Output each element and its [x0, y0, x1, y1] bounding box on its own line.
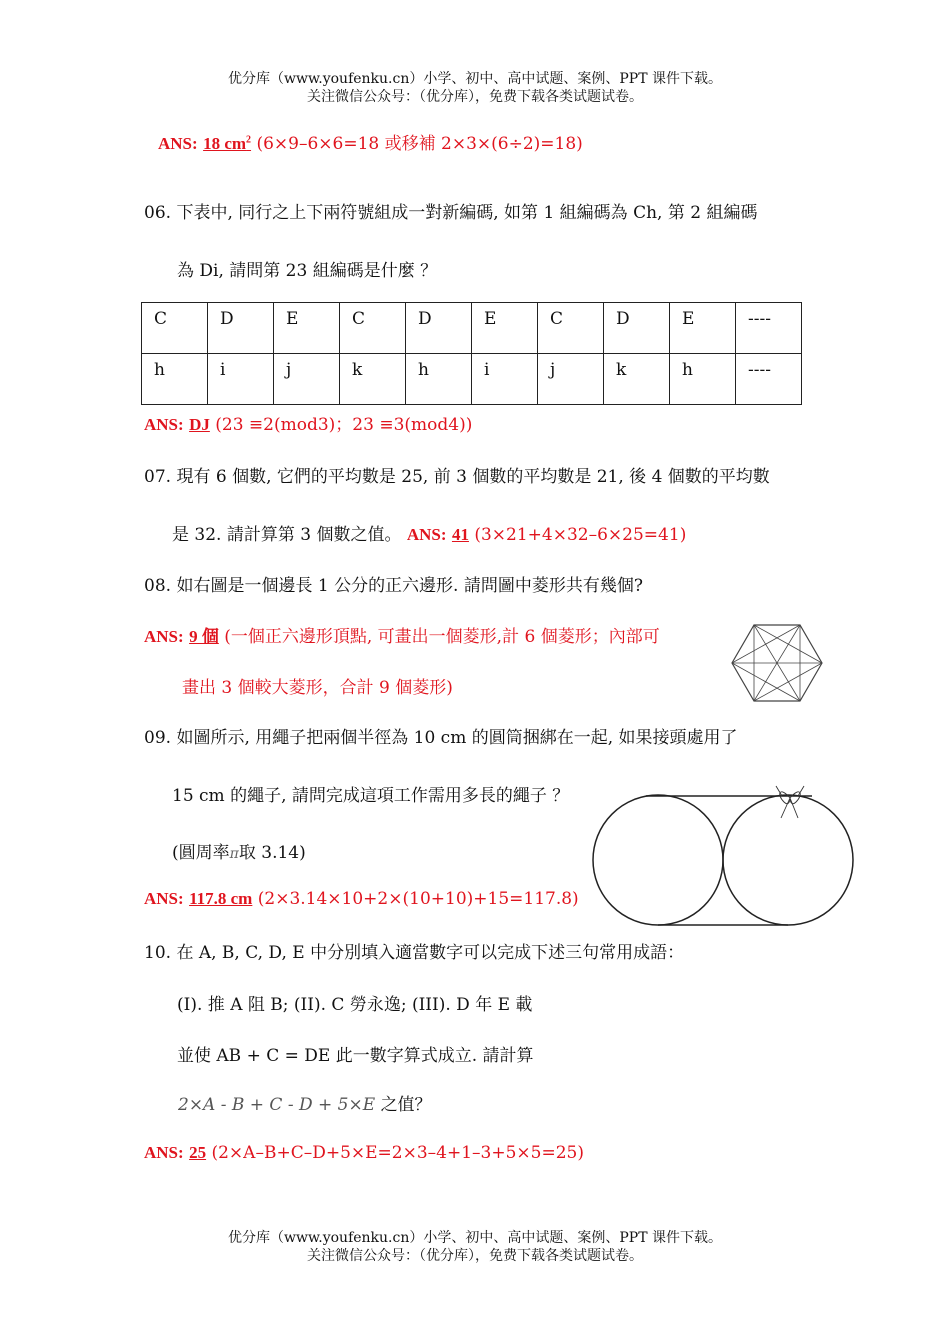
- table-cell: i: [208, 354, 274, 405]
- table-row: [142, 303, 802, 354]
- answer-label: ANS:: [144, 1143, 184, 1162]
- bow-icon: [776, 786, 804, 818]
- table-cell: E: [670, 303, 736, 354]
- table-cell: i: [472, 354, 538, 405]
- answer-value: 41: [451, 525, 469, 544]
- q08-answer-note-2: 畫出 3 個較大菱形，合計 9 個菱形): [182, 678, 453, 698]
- table-cell: D: [406, 303, 472, 354]
- q10-answer: [144, 1143, 584, 1163]
- table-cell: k: [604, 354, 670, 405]
- q10-line-3: 並使 AB + C = DE 此一數字算式成立. 請計算: [177, 1046, 534, 1066]
- answer-note: (一個正六邊形頂點, 可畫出一個菱形,計 6 個菱形；內部可: [224, 627, 660, 647]
- q10-line-1: 10. 在 A, B, C, D, E 中分別填入適當數字可以完成下述三句常用成語：: [144, 943, 685, 963]
- q07-answer: [407, 525, 686, 545]
- q09-line-1: 09. 如圖所示, 用繩子把兩個半徑為 10 cm 的圓筒捆綁在一起, 如果接頭處用了: [144, 728, 738, 748]
- q06-line-1: 06. 下表中, 同行之上下兩符號組成一對新編碼, 如第 1 組編碼為 Ch, 第 2 組編碼: [144, 203, 758, 223]
- code-table: [141, 302, 802, 405]
- q08-line-1: 08. 如右圖是一個邊長 1 公分的正六邊形. 請問圖中菱形共有幾個?: [144, 576, 643, 596]
- table-cell: D: [604, 303, 670, 354]
- pi-symbol: π: [229, 846, 239, 862]
- answer-label: ANS:: [144, 889, 184, 908]
- page-header: [0, 70, 950, 106]
- answer-value: 117.8 cm: [189, 889, 253, 908]
- answer-label: ANS:: [406, 525, 447, 544]
- q07-line-1: 07. 現有 6 個數, 它們的平均數是 25, 前 3 個數的平均數是 21, 後 4 個數的平均數: [144, 467, 770, 487]
- footer-line-1: 优分库（www.youfenku.cn）小学、初中、高中试题、案例、PPT 课件下载。: [227, 1230, 722, 1246]
- table-cell: h: [142, 354, 208, 405]
- q07-line-2-wrap: [172, 520, 686, 545]
- table-cell: ----: [736, 303, 802, 354]
- answer-note: (2×3.14×10+2×(10+10)+15=117.8): [257, 889, 579, 909]
- q05-answer: [158, 129, 583, 154]
- table-cell: h: [670, 354, 736, 405]
- q09-line-2: 15 cm 的繩子, 請問完成這項工作需用多長的繩子 ？: [172, 786, 570, 806]
- table-cell: C: [142, 303, 208, 354]
- table-row: [142, 354, 802, 405]
- q09-answer: [144, 889, 579, 909]
- table-cell: h: [406, 354, 472, 405]
- table-cell: j: [538, 354, 604, 405]
- answer-note: (3×21+4×32–6×25=41): [474, 525, 687, 545]
- answer-label: ANS:: [144, 415, 184, 434]
- header-line-2: 关注微信公众号：（优分库），免费下载各类试题试卷。: [307, 89, 643, 105]
- footer-line-2: 关注微信公众号：（优分库），免费下载各类试题试卷。: [307, 1248, 643, 1264]
- page-footer: [0, 1229, 950, 1265]
- two-cylinders-figure: [590, 780, 860, 926]
- table-cell: ----: [736, 354, 802, 405]
- table-cell: E: [472, 303, 538, 354]
- table-cell: C: [538, 303, 604, 354]
- table-cell: k: [340, 354, 406, 405]
- answer-value: 25: [189, 1143, 207, 1162]
- q06-line-2: 為 Di, 請問第 23 組編碼是什麼 ？: [177, 261, 438, 281]
- q09-line-3: (圓周率π取 3.14): [172, 843, 306, 863]
- hexagon-figure: [730, 622, 824, 704]
- expression-suffix: 之值？: [380, 1095, 432, 1115]
- answer-value: DJ: [189, 415, 210, 434]
- q10-line-2: (I). 推 A 阻 B; (II). C 勞永逸; (III). D 年 E 載: [177, 995, 533, 1015]
- answer-note: (6×9–6×6=18 或移補 2×3×(6÷2)=18): [256, 134, 583, 154]
- q07-line-2: 是 32. 請計算第 3 個數之值。: [172, 525, 402, 545]
- q10-expression: [178, 1090, 432, 1115]
- answer-label: ANS:: [144, 627, 184, 646]
- table-cell: E: [274, 303, 340, 354]
- q08-answer: [144, 622, 660, 647]
- answer-value: 9 個: [189, 627, 219, 646]
- answer-note: (23 ≡2(mod3)；23 ≡3(mod4)): [215, 415, 473, 435]
- math-expression: 2×A - B + C - D + 5×E: [178, 1095, 376, 1115]
- table-cell: j: [274, 354, 340, 405]
- table-cell: D: [208, 303, 274, 354]
- table-cell: C: [340, 303, 406, 354]
- q06-answer: [144, 410, 472, 435]
- answer-note: (2×A–B+C–D+5×E=2×3–4+1–3+5×5=25): [211, 1143, 584, 1163]
- answer-label: ANS:: [158, 134, 198, 153]
- answer-value: 18 $cm^2$: [203, 134, 252, 153]
- header-line-1: 优分库（www.youfenku.cn）小学、初中、高中试题、案例、PPT 课件下载。: [227, 71, 722, 87]
